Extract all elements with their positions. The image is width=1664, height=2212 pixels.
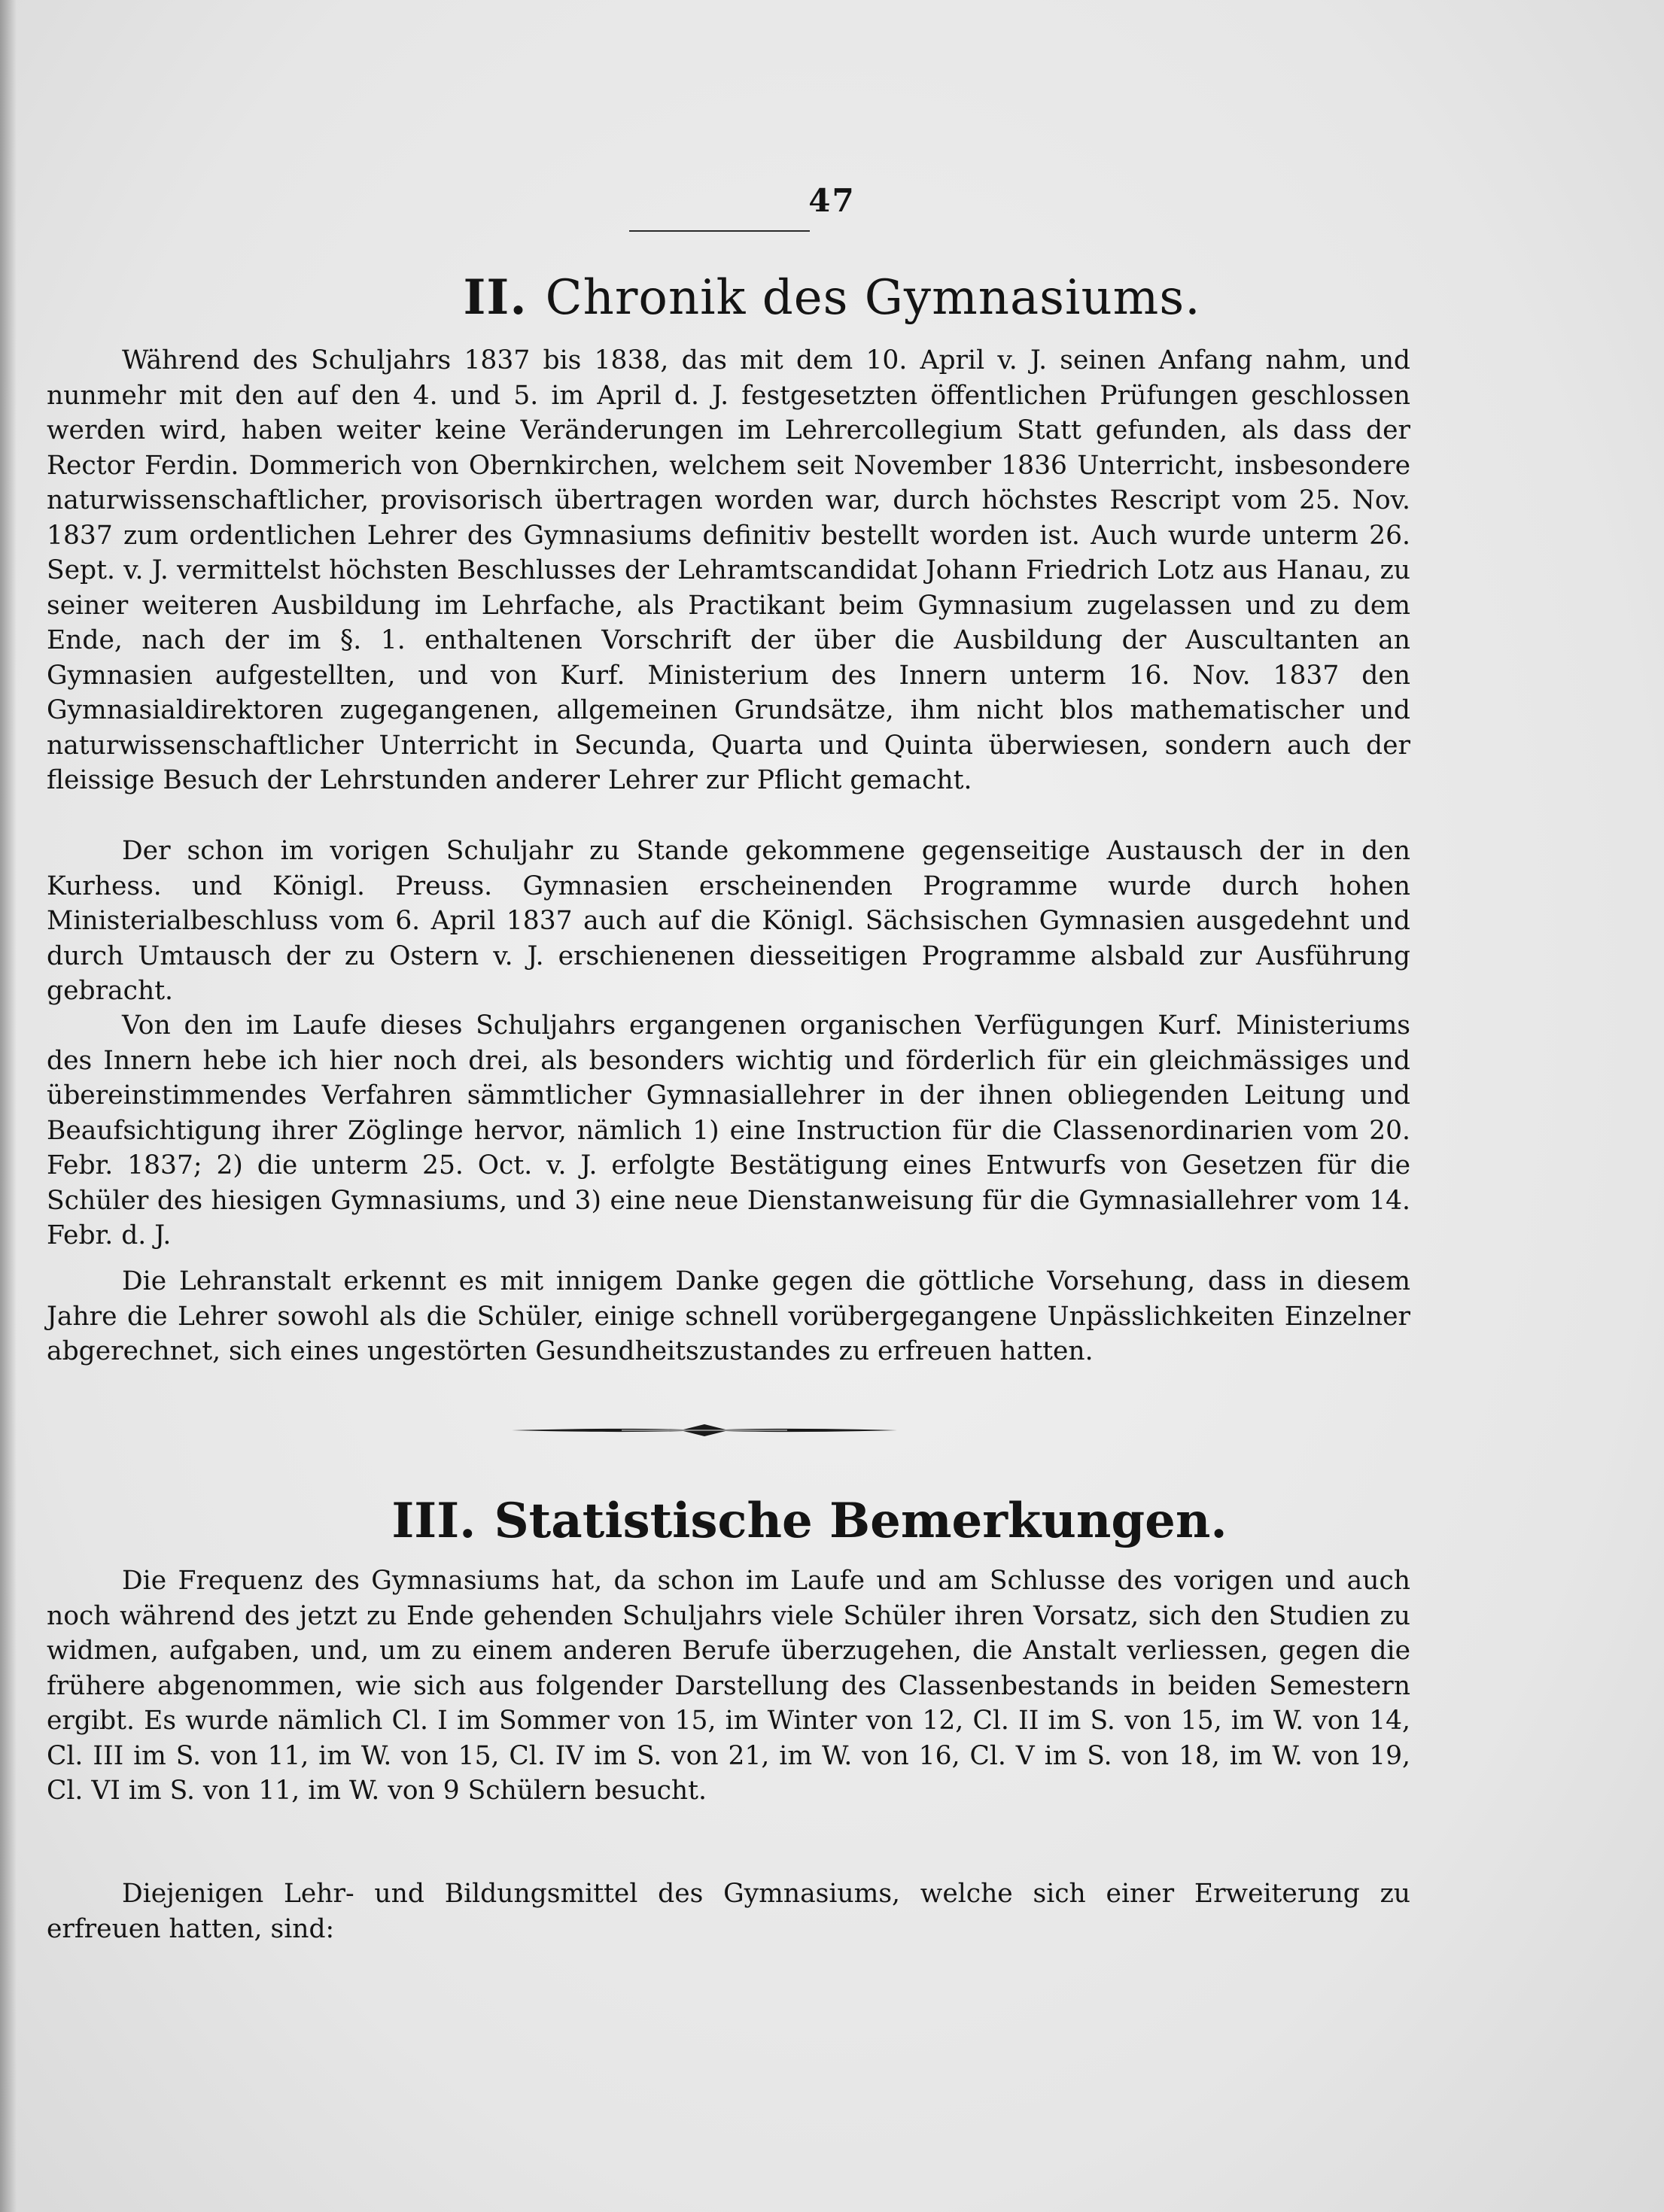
section-heading-chronik: [0, 269, 1664, 326]
section-numeral: III.: [391, 1493, 476, 1549]
page-number-rule: [629, 230, 810, 232]
ornamental-divider: [509, 1417, 900, 1443]
section-numeral: II.: [463, 269, 528, 326]
page-number: 47: [808, 182, 856, 219]
section-title: Chronik des Gymnasiums.: [545, 270, 1201, 326]
page-edge-shadow: [0, 0, 17, 2212]
paragraph: Diejenigen Lehr- und Bildungsmittel des Gymnasiums, welche sich einer Erweiterung zu erfreuen hatten, sind:: [47, 1879, 1410, 1944]
section-heading-statistik: [0, 1493, 1641, 1549]
paragraph: Die Frequenz des Gymnasiums hat, da schon im Laufe und am Schlusse des vorigen und auch noch während des jetzt zu Ende gehenden Schuljahrs viele Schüler ihren Vorsatz, sich den Studien zu widmen, aufgaben, und, um zu einem anderen Berufe überzugehen, die Anstalt verliessen, gegen die frühere abgenommen, wie sich aus folgender Darstellung des Classenbestands in beiden Semestern ergibt. Es wurde nämlich Cl. I im Sommer von 15, im Winter von 12, Cl. II im S. von 15, im W. von 14, Cl. III im S. von 11, im W. von 15, Cl. IV im S. von 21, im W. von 16, Cl. V im S. von 18, im W. von 19, Cl. VI im S. von 11, im W. von 9 Schülern besucht.: [47, 1566, 1410, 1806]
paragraph: Der schon im vorigen Schuljahr zu Stande gekommene gegenseitige Austausch der in den Kurhess. und Königl. Preuss. Gymnasien erscheinenden Programme wurde durch hohen Ministerialbeschluss vom 6. April 1837 auch auf die Königl. Sächsischen Gymnasien ausgedehnt und durch Umtausch der zu Ostern v. J. erschienenen diesseitigen Programme alsbald zur Ausführung gebracht.: [47, 836, 1410, 1006]
paragraph: Die Lehranstalt erkennt es mit innigem Danke gegen die göttliche Vorsehung, dass in diesem Jahre die Lehrer sowohl als die Schüler, einige schnell vorübergegangene Unpässlichkeiten Einzelner abgerechnet, sich eines ungestörten Gesundheitszustandes zu erfreuen hatten.: [47, 1266, 1410, 1366]
paragraph: Während des Schuljahrs 1837 bis 1838, das mit dem 10. April v. J. seinen Anfang nahm, und nunmehr mit den auf den 4. und 5. im April d. J. festgesetzten öffentlichen Prüfungen geschlossen werden wird, haben weiter keine Veränderungen im Lehrercollegium Statt gefunden, als dass der Rector Ferdin. Dommerich von Obernkirchen, welchem seit November 1836 Unterricht, insbesondere naturwissenschaftlicher, provisorisch übertragen worden war, durch höchstes Rescript vom 25. Nov. 1837 zum ordentlichen Lehrer des Gymnasiums definitiv bestellt worden ist. Auch wurde unterm 26. Sept. v. J. vermittelst höchsten Beschlusses der Lehramtscandidat Johann Friedrich Lotz aus Hanau, zu seiner weiteren Ausbildung im Lehrfache, als Practikant beim Gymnasium zugelassen und zu dem Ende, nach der im §. 1. enthaltenen Vorschrift der über die Ausbildung der Auscultanten an Gymnasien aufgestellten, und von Kurf. Ministerium des Innern unterm 16. Nov. 1837 den Gymnasialdirektoren zugegangenen, allgemeinen Grundsätze, ihm nicht blos mathematischer und naturwissenschaftlicher Unterricht in Secunda, Quarta und Quinta überwiesen, sondern auch der fleissige Besuch der Lehrstunden anderer Lehrer zur Pflicht gemacht.: [47, 345, 1410, 795]
section-title: Statistische Bemerkungen.: [494, 1493, 1227, 1549]
paragraph: Von den im Laufe dieses Schuljahrs ergangenen organischen Verfügungen Kurf. Ministeriums des Innern hebe ich hier noch drei, als besonders wichtig und förderlich für ein gleichmässiges und übereinstimmendes Verfahren sämmtlicher Gymnasiallehrer in der ihnen obliegenden Leitung und Beaufsichtigung ihrer Zöglinge hervor, nämlich 1) eine Instruction für die Classenordinarien vom 20. Febr. 1837; 2) die unterm 25. Oct. v. J. erfolgte Bestätigung eines Entwurfs von Gesetzen für die Schüler des hiesigen Gymnasiums, und 3) eine neue Dienstanweisung für die Gymnasiallehrer vom 14. Febr. d. J.: [47, 1010, 1410, 1250]
